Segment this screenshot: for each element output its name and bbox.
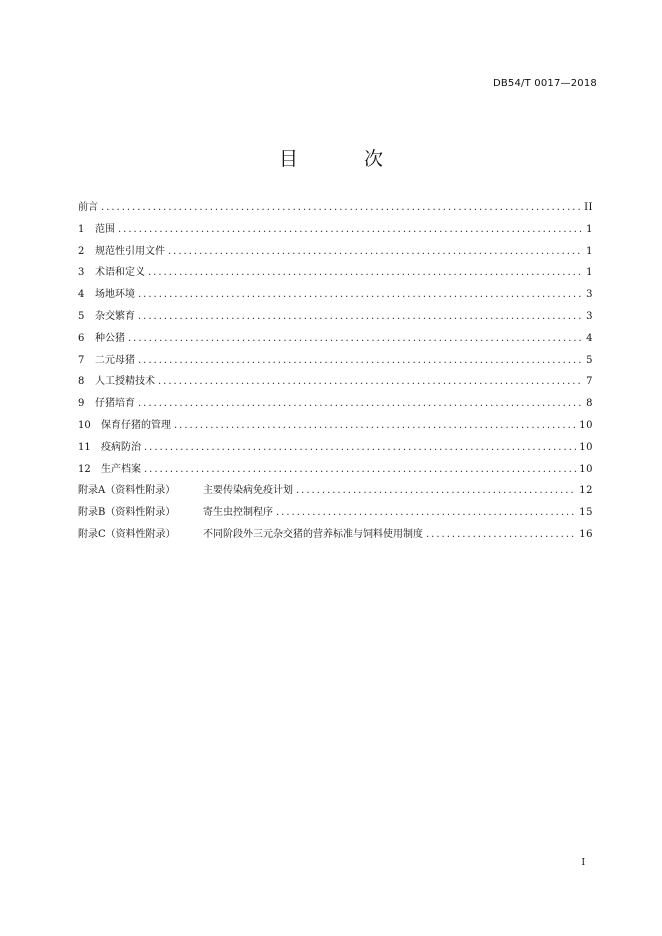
toc-entry-page: 1 bbox=[586, 223, 593, 235]
toc-leader-dots bbox=[276, 507, 576, 518]
toc-entry-number: 4 bbox=[78, 289, 85, 301]
toc-entry-number: 6 bbox=[78, 332, 85, 344]
toc-entry-label: 保育仔猪的管理 bbox=[101, 419, 171, 431]
toc-leader-dots bbox=[296, 485, 576, 496]
toc-leader-dots bbox=[144, 464, 576, 475]
toc-entry-foreword[interactable] bbox=[78, 198, 593, 220]
toc-entry-number: 9 bbox=[78, 398, 85, 410]
toc-entry-label: 二元母猪 bbox=[95, 354, 135, 366]
toc-entry-number: 1 bbox=[78, 223, 85, 235]
toc-entry-number: 12 bbox=[78, 463, 91, 475]
toc-entry-label: 不同阶段外三元杂交猪的营养标准与饲料使用制度 bbox=[203, 528, 423, 540]
page-title: 目 次 bbox=[278, 148, 414, 170]
toc-entry-page: 3 bbox=[586, 289, 593, 301]
toc-leader-dots bbox=[174, 420, 576, 431]
toc-leader-dots bbox=[128, 333, 583, 344]
toc-entry-number: 7 bbox=[78, 354, 85, 366]
toc-leader-dots bbox=[101, 202, 581, 213]
toc-entry-artificial-insemination[interactable] bbox=[78, 372, 593, 394]
toc-leader-dots bbox=[118, 224, 583, 235]
toc-entry-site-environment[interactable] bbox=[78, 285, 593, 307]
toc-entry-page: 5 bbox=[586, 354, 593, 366]
toc-entry-number: 10 bbox=[78, 419, 91, 431]
toc-entry-label: 主要传染病免疫计划 bbox=[203, 485, 293, 497]
toc-entry-label: 人工授精技术 bbox=[95, 376, 155, 388]
toc-entry-page: 4 bbox=[586, 332, 593, 344]
toc-entry-page: II bbox=[584, 202, 593, 213]
toc-entry-label: 生产档案 bbox=[101, 463, 141, 475]
toc-entry-label: 寄生虫控制程序 bbox=[203, 507, 273, 519]
toc-entry-page: 10 bbox=[579, 419, 593, 431]
document-code: DB54/T 0017—2018 bbox=[492, 78, 597, 89]
toc-entry-label: 前言 bbox=[78, 202, 98, 213]
toc-entry-page: 8 bbox=[586, 398, 593, 410]
toc-entry-nursery-management[interactable] bbox=[78, 416, 593, 438]
toc-entry-label: 杂交繁育 bbox=[95, 310, 135, 322]
toc-leader-dots bbox=[158, 376, 583, 387]
toc-leader-dots bbox=[144, 442, 576, 453]
toc-leader-dots bbox=[138, 289, 583, 300]
toc-entry-page: 10 bbox=[579, 441, 593, 453]
toc-entry-number: 5 bbox=[78, 310, 85, 322]
toc-appendix-label: 附录A（资料性附录） bbox=[78, 485, 176, 497]
toc-entry-crossbreeding[interactable] bbox=[78, 307, 593, 329]
toc-entry-page: 16 bbox=[579, 528, 593, 540]
toc-entry-label: 规范性引用文件 bbox=[95, 245, 165, 257]
toc-leader-dots bbox=[148, 267, 583, 278]
toc-entry-disease-control[interactable] bbox=[78, 438, 593, 460]
toc-entry-production-records[interactable] bbox=[78, 460, 593, 482]
toc-entry-label: 仔猪培育 bbox=[95, 398, 135, 410]
toc-entry-page: 3 bbox=[586, 310, 593, 322]
toc-entry-number: 2 bbox=[78, 245, 85, 257]
toc-leader-dots bbox=[138, 355, 583, 366]
toc-appendix-label: 附录C（资料性附录） bbox=[78, 528, 176, 540]
toc-leader-dots bbox=[138, 398, 583, 409]
toc-entry-appendix-a[interactable] bbox=[78, 481, 593, 503]
toc-entry-page: 1 bbox=[586, 267, 593, 279]
toc-leader-dots bbox=[138, 311, 583, 322]
toc-entry-appendix-b[interactable] bbox=[78, 503, 593, 525]
toc-appendix-label: 附录B（资料性附录） bbox=[78, 507, 176, 519]
toc-entry-page: 7 bbox=[586, 376, 593, 388]
toc-leader-dots bbox=[426, 529, 576, 540]
toc-entry-number: 11 bbox=[78, 441, 91, 453]
toc-entry-number: 3 bbox=[78, 267, 85, 279]
toc-entry-terms[interactable] bbox=[78, 263, 593, 285]
toc-entry-appendix-c[interactable] bbox=[78, 525, 593, 547]
toc-entry-page: 15 bbox=[579, 507, 593, 519]
toc-entry-piglet-rearing[interactable] bbox=[78, 394, 593, 416]
toc-entry-sow[interactable] bbox=[78, 351, 593, 373]
toc-entry-page: 12 bbox=[579, 485, 593, 497]
toc-entry-label: 场地环境 bbox=[95, 289, 135, 301]
toc-entry-page: 1 bbox=[586, 245, 593, 257]
toc-entry-scope[interactable] bbox=[78, 220, 593, 242]
toc-entry-normative-references[interactable] bbox=[78, 242, 593, 264]
toc-entry-label: 范围 bbox=[95, 223, 115, 235]
toc-entry-boar[interactable] bbox=[78, 329, 593, 351]
toc-entry-label: 种公猪 bbox=[95, 332, 125, 344]
toc-entry-page: 10 bbox=[579, 463, 593, 475]
table-of-contents bbox=[78, 198, 593, 547]
toc-entry-number: 8 bbox=[78, 376, 85, 388]
toc-entry-label: 术语和定义 bbox=[95, 267, 145, 279]
page-number: I bbox=[581, 858, 585, 868]
toc-entry-label: 疫病防治 bbox=[101, 441, 141, 453]
toc-leader-dots bbox=[168, 246, 583, 257]
